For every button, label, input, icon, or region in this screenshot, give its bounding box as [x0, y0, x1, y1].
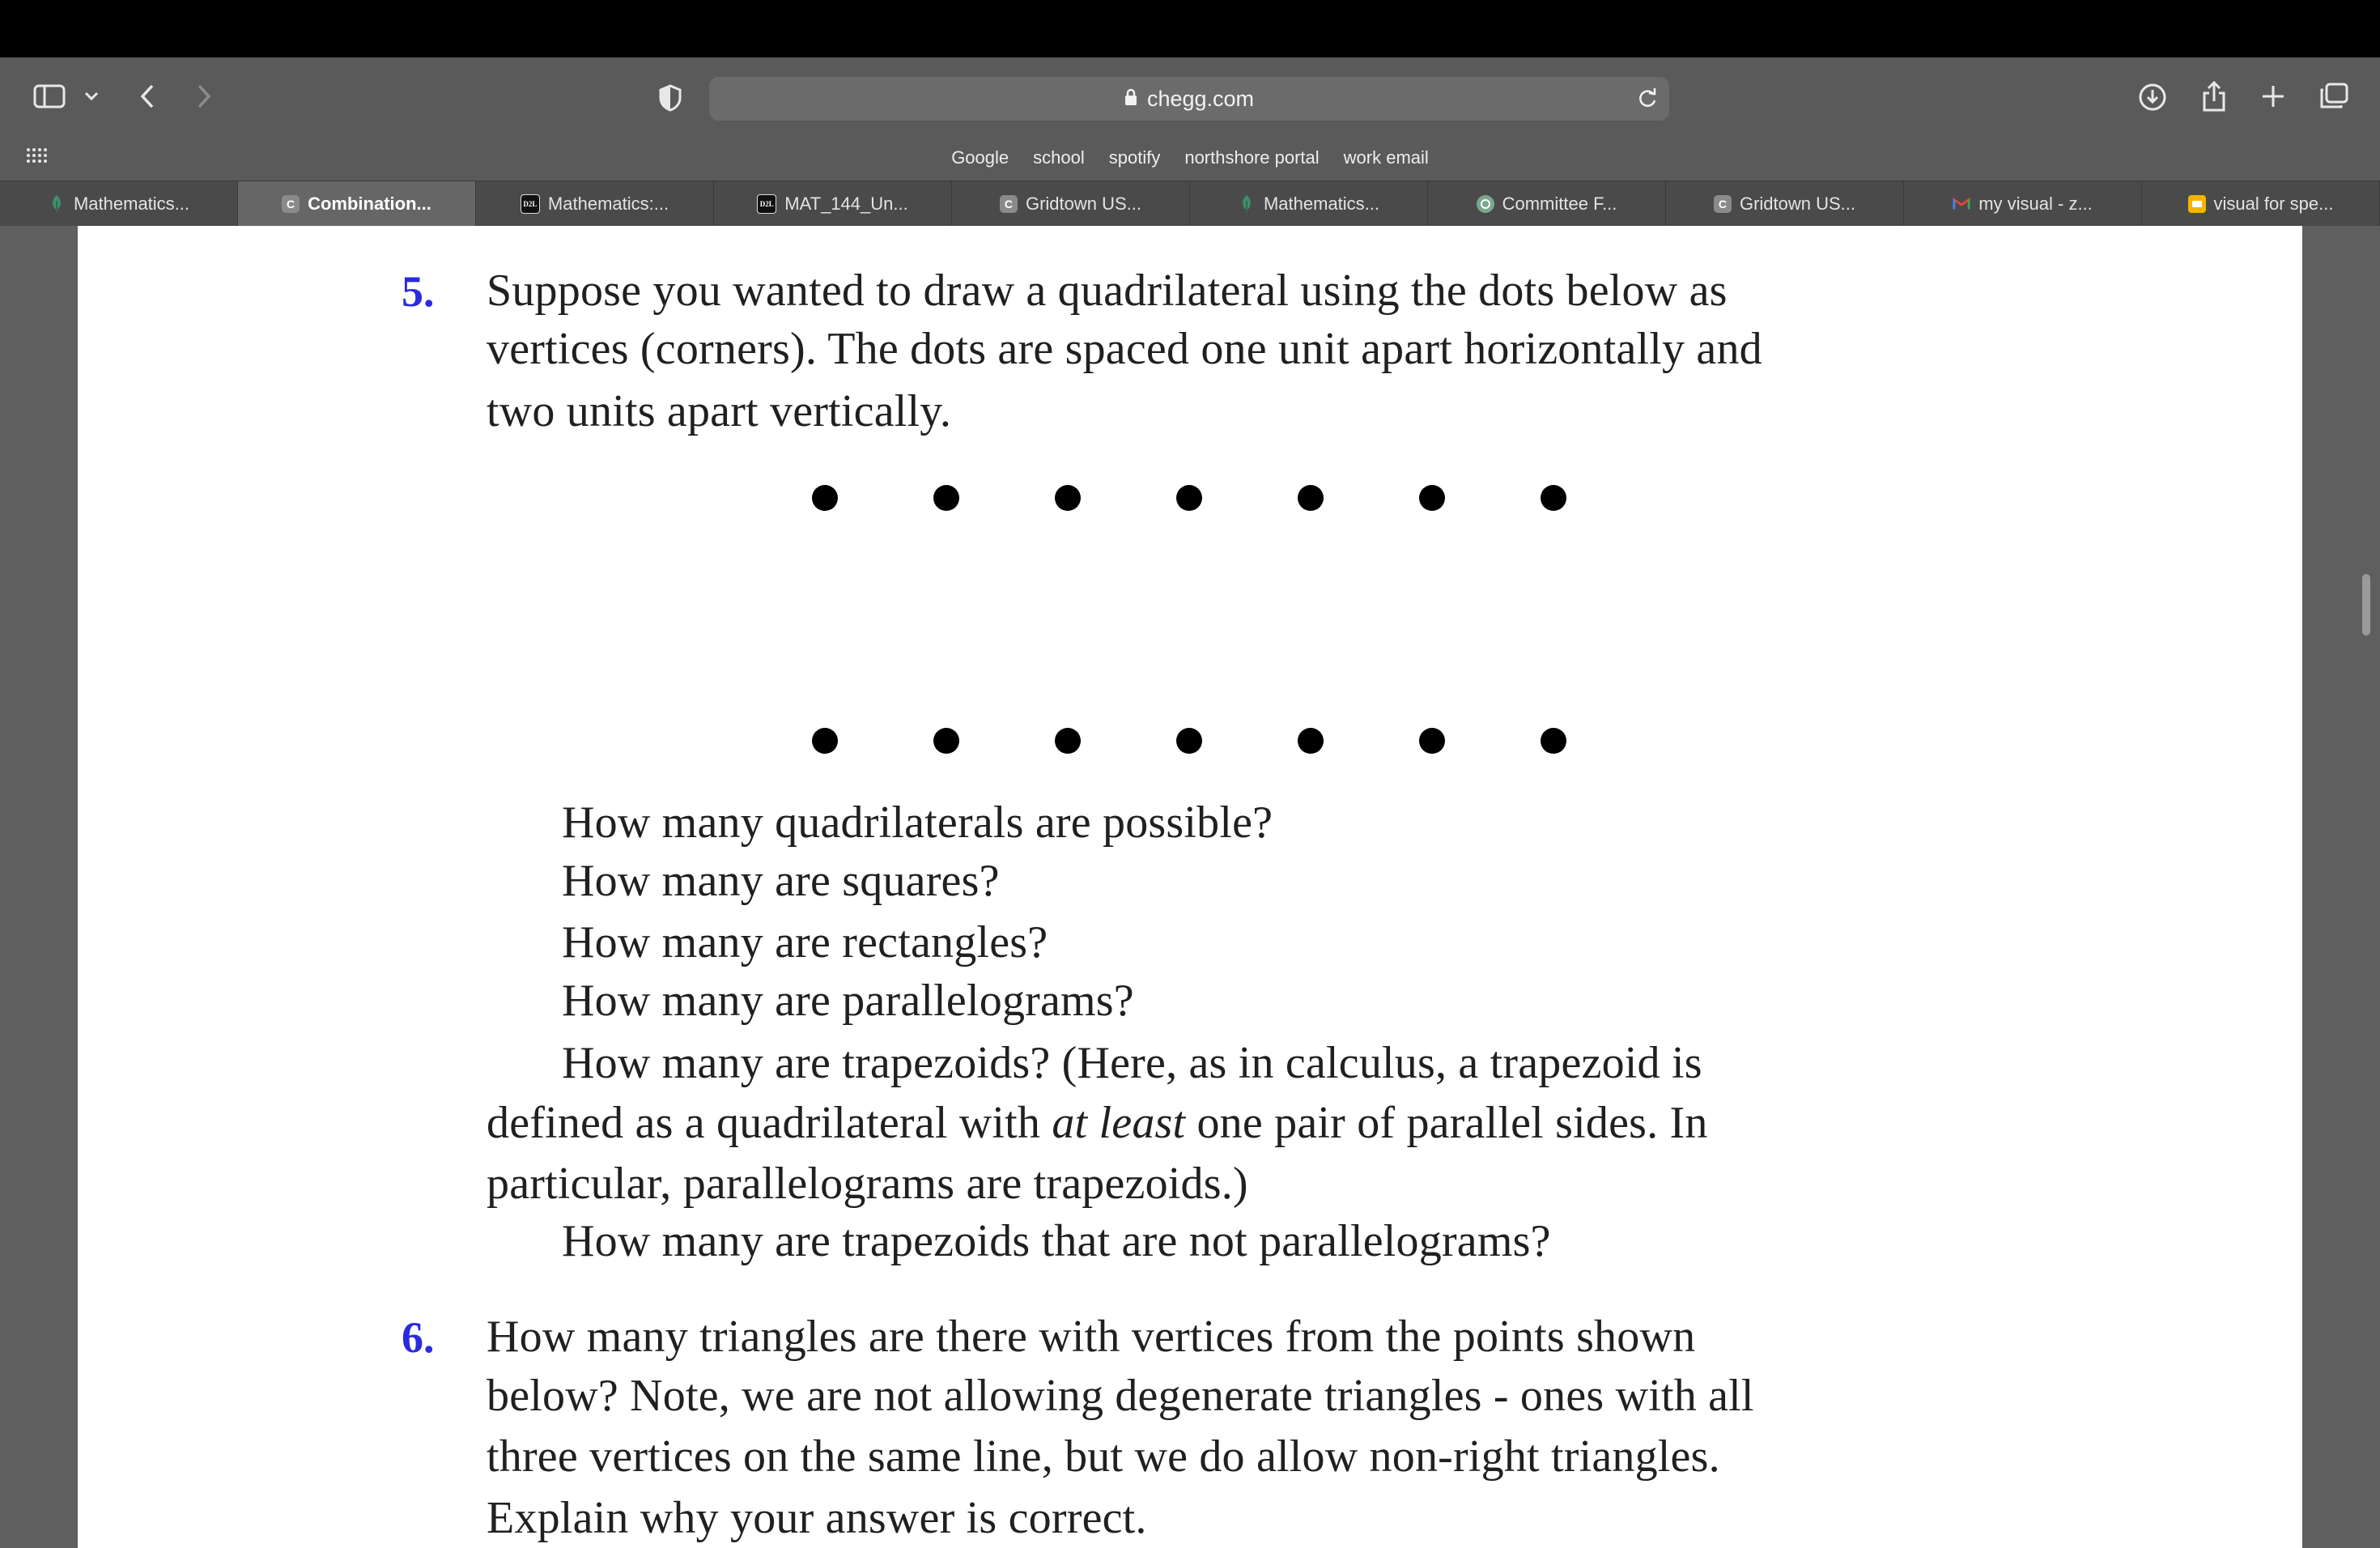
tab-committee[interactable]	[1428, 181, 1666, 227]
grid-dot	[1176, 485, 1202, 511]
problem-5-line-1: Suppose you wanted to draw a quadrilateral using the dots below as	[487, 266, 1728, 316]
tab-mathematics-d2l[interactable]	[476, 181, 714, 227]
bookmark-spotify[interactable]: spotify	[1108, 147, 1161, 168]
tab-mat-144[interactable]	[714, 181, 952, 227]
tab-gridtown-1[interactable]	[952, 181, 1190, 227]
question-squares: How many are squares?	[562, 856, 1000, 906]
tab-label: Mathematics:...	[547, 194, 669, 214]
problem-6-line-4: Explain why your answer is correct.	[487, 1493, 1147, 1543]
d2l-icon: D2L	[757, 194, 776, 214]
trapezoid-definition-b: one pair of parallel sides. In	[1185, 1098, 1708, 1148]
trapezoid-definition-a: defined as a quadrilateral with	[487, 1098, 1052, 1148]
chegg-c-icon: C	[282, 195, 300, 213]
new-tab-icon[interactable]	[2257, 80, 2289, 113]
tab-label: Mathematics...	[1263, 194, 1380, 214]
question-trapezoids: How many are trapezoids? (Here, as in calculus, a trapezoid is	[562, 1038, 1702, 1088]
grid-dot	[1541, 485, 1566, 511]
sidebar-toggle-icon[interactable]	[31, 82, 68, 111]
grid-dot	[1298, 728, 1324, 754]
bookmark-school[interactable]: school	[1033, 147, 1085, 168]
trapezoid-definition-emphasis: at least	[1052, 1098, 1186, 1148]
tab-visual-for-spe[interactable]	[2142, 181, 2380, 227]
tab-overview-icon[interactable]	[2317, 80, 2351, 113]
bookmarks-bar	[0, 142, 2380, 174]
leaf-icon	[48, 195, 66, 213]
problem-5-line-3: two units apart vertically.	[487, 386, 952, 436]
d2l-icon: D2L	[521, 194, 540, 214]
question-trapezoids-line-2	[487, 1097, 1708, 1149]
share-icon[interactable]	[2197, 79, 2231, 114]
bookmark-google[interactable]: Google	[951, 147, 1009, 168]
bookmark-work-email[interactable]: work email	[1343, 147, 1429, 168]
tab-label: Mathematics...	[73, 194, 190, 214]
web-content	[0, 226, 2380, 1548]
grid-dot	[1298, 485, 1324, 511]
problem-6-line-3: three vertices on the same line, but we do allow non-right triangles.	[487, 1431, 1720, 1482]
grid-dot	[1419, 728, 1445, 754]
chegg-c-icon: C	[1714, 195, 1732, 213]
question-trapezoids-not-parallelograms: How many are trapezoids that are not parallelograms?	[562, 1216, 1551, 1266]
vertical-scrollbar-thumb[interactable]	[2362, 574, 2370, 636]
question-trapezoids-line-3: particular, parallelograms are trapezoids.)	[487, 1159, 1248, 1209]
problem-5-line-2: vertices (corners). The dots are spaced one unit apart horizontally and	[487, 324, 1762, 374]
tab-label: Gridtown US...	[1739, 194, 1856, 214]
reload-icon[interactable]	[1637, 87, 1658, 115]
tab-label: Committee F...	[1502, 194, 1617, 214]
tab-mathematics-2[interactable]	[1190, 181, 1428, 227]
chevron-down-icon[interactable]	[81, 85, 102, 108]
document-page	[78, 226, 2302, 1548]
grid-dot	[1541, 728, 1566, 754]
tab-label: Gridtown US...	[1025, 194, 1142, 214]
question-parallelograms: How many are parallelograms?	[562, 976, 1134, 1026]
tab-my-visual[interactable]	[1904, 181, 2142, 227]
tab-gridtown-2[interactable]	[1666, 181, 1904, 227]
grid-dot	[812, 728, 838, 754]
tab-bar	[0, 181, 2380, 227]
forward-icon[interactable]	[189, 80, 219, 113]
grid-dot	[933, 485, 959, 511]
grid-dot	[1055, 728, 1081, 754]
tab-combination[interactable]	[238, 181, 476, 227]
leaf-icon	[1238, 195, 1256, 213]
chegg-c-icon: C	[1000, 195, 1018, 213]
problem-6-line-1: How many triangles are there with vertices from the points shown	[487, 1312, 1696, 1362]
downloads-icon[interactable]	[2136, 80, 2170, 114]
tab-label: Combination...	[308, 194, 431, 214]
grid-dot	[1055, 485, 1081, 511]
grid-dot	[933, 728, 959, 754]
grid-dot	[1419, 485, 1445, 511]
lock-icon	[1124, 87, 1137, 112]
question-rectangles: How many are rectangles?	[562, 917, 1048, 968]
browser-toolbar	[0, 57, 2380, 181]
question-quadrilaterals: How many quadrilaterals are possible?	[562, 797, 1273, 848]
tab-label: MAT_144_Un...	[784, 194, 908, 214]
gmail-icon	[1953, 195, 1970, 213]
grid-dot	[1176, 728, 1202, 754]
address-bar[interactable]	[709, 77, 1669, 121]
problem-6-number: 6.	[402, 1313, 435, 1362]
tab-mathematics-1[interactable]	[0, 181, 238, 227]
privacy-shield-icon[interactable]	[654, 82, 686, 114]
chatgpt-icon	[1477, 195, 1494, 213]
tab-label: visual for spe...	[2213, 194, 2334, 214]
system-menu-bar	[0, 0, 2380, 57]
tab-label: my visual - z...	[1978, 194, 2093, 214]
slides-icon	[2188, 195, 2206, 213]
problem-6-line-2: below? Note, we are not allowing degenerate triangles - ones with all	[487, 1371, 1754, 1421]
back-icon[interactable]	[133, 80, 162, 113]
url-text: chegg.com	[1146, 86, 1255, 111]
problem-5-number: 5.	[402, 267, 435, 316]
grid-dot	[812, 485, 838, 511]
bookmark-northshore-portal[interactable]: northshore portal	[1184, 147, 1320, 168]
